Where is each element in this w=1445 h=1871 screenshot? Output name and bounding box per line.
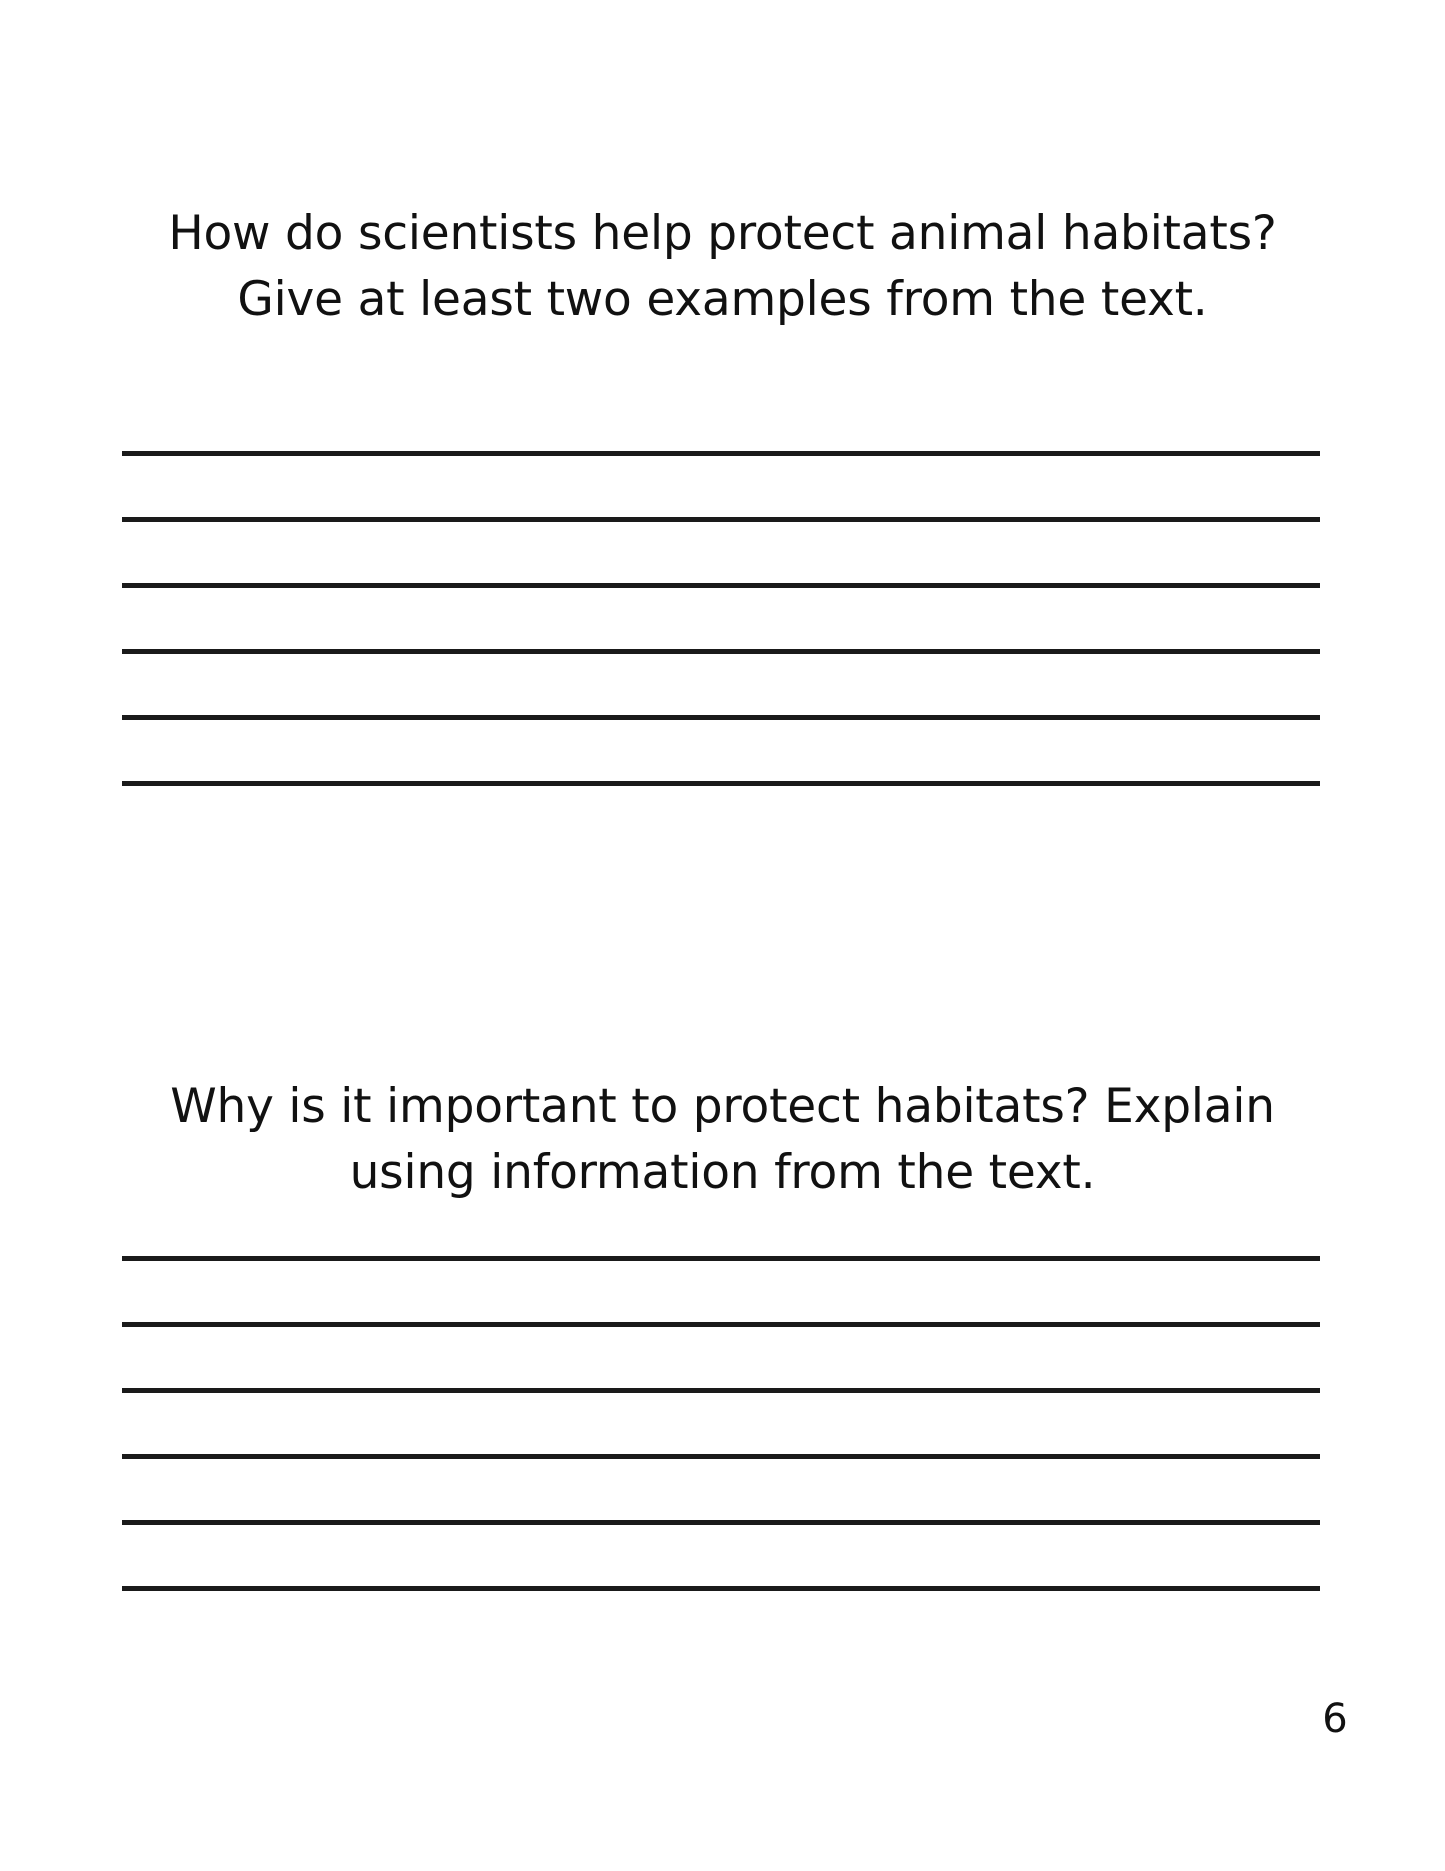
answer-line[interactable]: [122, 451, 1320, 456]
question-2-line-2: using information from the text.: [349, 1145, 1096, 1200]
question-2-line-1: Why is it important to protect habitats? Explain: [170, 1079, 1275, 1134]
page-number: 6: [1322, 1696, 1348, 1742]
answer-line[interactable]: [122, 517, 1320, 522]
answer-line[interactable]: [122, 1520, 1320, 1525]
answer-line[interactable]: [122, 1388, 1320, 1393]
answer-line[interactable]: [122, 1256, 1320, 1261]
answer-line[interactable]: [122, 1454, 1320, 1459]
answer-line[interactable]: [122, 583, 1320, 588]
question-2-prompt: [0, 1074, 1445, 1206]
answer-line[interactable]: [122, 1586, 1320, 1591]
question-1-line-2: Give at least two examples from the text.: [237, 272, 1208, 327]
answer-line[interactable]: [122, 649, 1320, 654]
answer-line[interactable]: [122, 1322, 1320, 1327]
answer-line[interactable]: [122, 781, 1320, 786]
question-1-line-1: How do scientists help protect animal habitats?: [168, 206, 1277, 261]
answer-line[interactable]: [122, 715, 1320, 720]
question-1-prompt: [0, 201, 1445, 333]
